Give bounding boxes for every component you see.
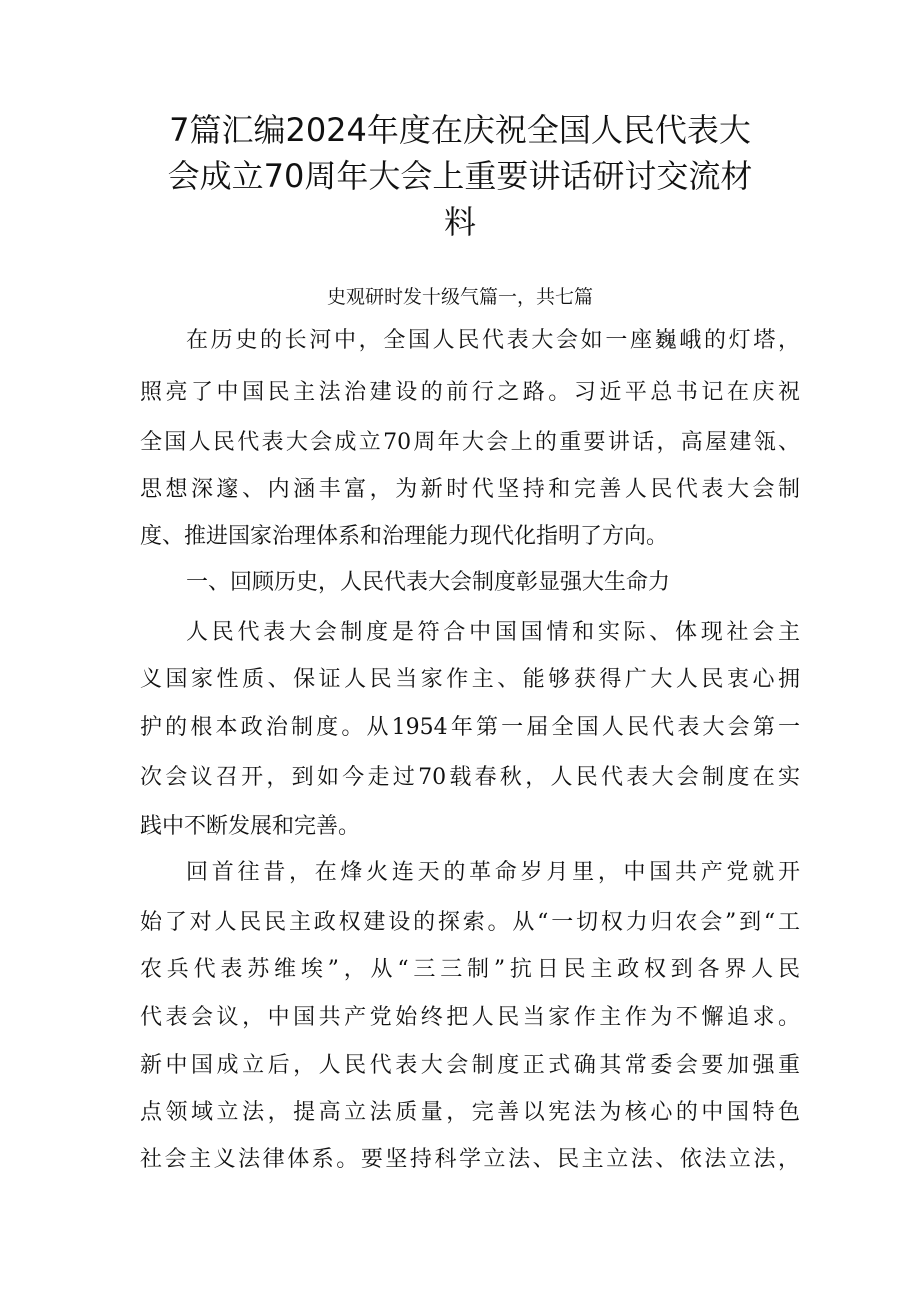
paragraph-line: 代表会议，中国共产党始终把人民当家作主作为不懈追求。: [140, 1005, 800, 1030]
paragraph-line: 照亮了中国民主法治建设的前行之路。习近平总书记在庆祝: [140, 380, 800, 405]
paragraph-line: 践中不断发展和完善。: [140, 814, 361, 839]
section-heading: 一、回顾历史，人民代表大会制度彰显强大生命力: [186, 570, 671, 595]
title-line: 会成立70周年大会上重要讲话研讨交流材: [167, 157, 753, 195]
paragraph-line: 全国人民代表大会成立70周年大会上的重要讲话，高屋建瓴、: [140, 430, 800, 455]
paragraph-line: 点领域立法，提高立法质量，完善以宪法为核心的中国特色: [140, 1100, 800, 1125]
paragraph-line: 新中国成立后，人民代表大会制度正式确其常委会要加强重: [140, 1053, 800, 1078]
paragraph-line: 在历史的长河中，全国人民代表大会如一座巍峨的灯塔，: [186, 328, 800, 353]
document-subtitle: 史观研时发十级气篇一，共七篇: [326, 286, 593, 308]
paragraph-line: 护的根本政治制度。从1954年第一届全国人民代表大会第一: [140, 715, 800, 740]
paragraph-line: 农兵代表苏维埃”，从“三三制”抗日民主政权到各界人民: [140, 957, 800, 982]
paragraph-line: 思想深邃、内涵丰富，为新时代坚持和完善人民代表大会制: [140, 477, 800, 502]
document-title: [130, 107, 790, 245]
paragraph-line: 回首往昔，在烽火连天的革命岁月里，中国共产党就开: [186, 860, 800, 885]
paragraph-line: 社会主义法律体系。要坚持科学立法、民主立法、依法立法，: [140, 1147, 800, 1172]
title-line: 料: [443, 203, 476, 241]
title-line: 7篇汇编2024年度在庆祝全国人民代表大: [169, 111, 751, 149]
paragraph-line: 人民代表大会制度是符合中国国情和实际、体现社会主: [186, 620, 800, 645]
paragraph-line: 次会议召开，到如今走过70载春秋，人民代表大会制度在实: [140, 765, 800, 790]
paragraph-line: 义国家性质、保证人民当家作主、能够获得广大人民衷心拥: [140, 667, 800, 692]
paragraph-line: 始了对人民民主政权建设的探索。从“一切权力归农会”到“工: [140, 910, 800, 935]
paragraph-line: 度、推进国家治理体系和治理能力现代化指明了方向。: [140, 524, 669, 549]
